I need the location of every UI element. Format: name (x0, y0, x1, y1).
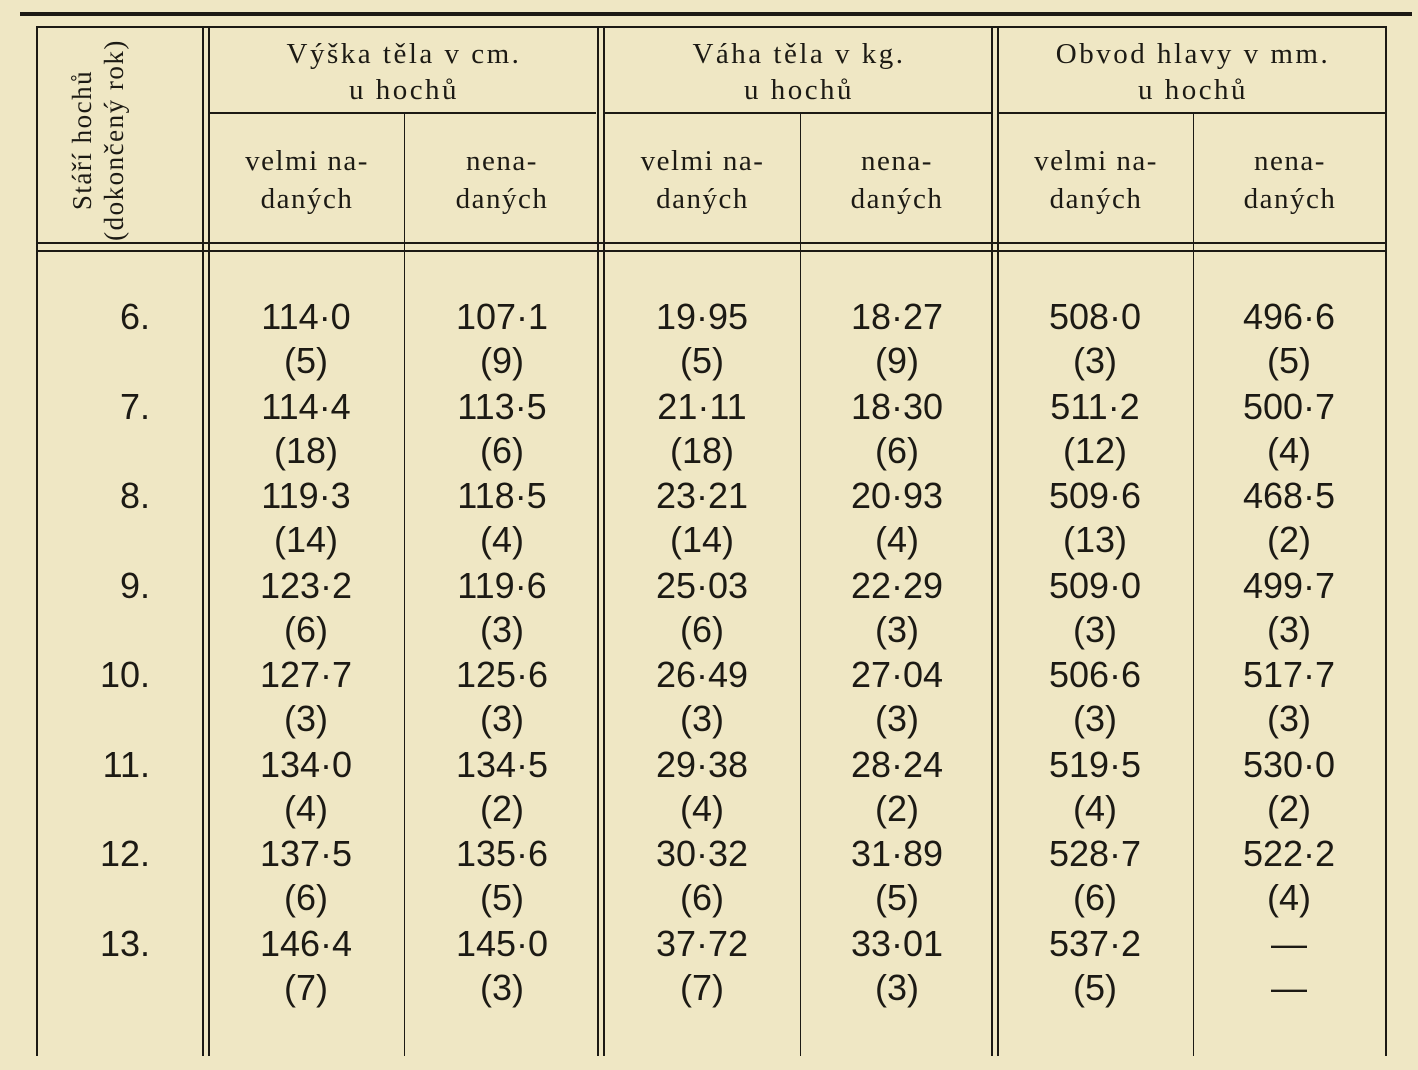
group-header-line1: Obvod hlavy v mm. (1055, 38, 1331, 70)
subheader-line2: daných (455, 183, 549, 215)
value-cell: 114·4 (261, 385, 351, 427)
count-cell: (3) (1073, 608, 1117, 650)
count-cell: (7) (284, 966, 328, 1008)
count-cell: (3) (1267, 608, 1311, 650)
vrule-1a (202, 26, 204, 1056)
subheader-line2: daných (1243, 183, 1337, 215)
value-cell: 33·01 (850, 922, 944, 964)
count-cell: (4) (1267, 429, 1311, 471)
vrule-0a (36, 26, 38, 1056)
count-cell: (2) (875, 787, 919, 829)
count-cell: (4) (1073, 787, 1117, 829)
subheader-gifted-2 (605, 142, 800, 218)
value-cell: 125·6 (455, 654, 549, 695)
group-header-line2: u hochů (348, 74, 460, 106)
value-cell: 519·5 (1048, 743, 1142, 785)
count-cell: (3) (480, 698, 524, 739)
subheader-line1: velmi na- (245, 145, 369, 177)
count-cell: (2) (480, 787, 524, 829)
value-cell: 509·6 (1048, 475, 1142, 516)
subheader-ungifted-1 (405, 142, 599, 218)
age-cell: 12. (99, 833, 150, 874)
count-cell: (2) (1267, 787, 1311, 829)
subheader-gifted-3 (999, 142, 1193, 218)
count-cell: (3) (480, 608, 524, 650)
count-cell: (5) (284, 340, 328, 381)
subrule-1 (404, 114, 405, 1056)
count-cell: (3) (875, 698, 919, 739)
count-cell: (6) (284, 608, 328, 650)
value-cell: 26·49 (655, 654, 749, 695)
value-cell: 27·04 (850, 654, 944, 695)
value-cell: 508·0 (1048, 296, 1142, 337)
value-cell: 107·1 (455, 296, 549, 337)
count-cell: (6) (284, 877, 328, 918)
value-cell: 511·2 (1050, 385, 1140, 427)
group-header-line1: Výška těla v cm. (286, 38, 522, 70)
count-cell: (3) (680, 698, 724, 739)
value-cell: 119·6 (457, 564, 547, 606)
count-cell: (4) (480, 519, 524, 560)
count-cell: (14) (273, 519, 339, 560)
value-cell: 18·30 (850, 385, 944, 427)
subheader-line2: daných (656, 183, 749, 215)
count-cell: (4) (680, 787, 724, 829)
value-cell: 506·6 (1048, 654, 1142, 695)
count-cell: (18) (273, 429, 339, 471)
group-header-line1: Váha těla v kg. (692, 38, 906, 70)
value-cell: 530·0 (1242, 743, 1336, 785)
value-cell: 31·89 (850, 833, 944, 874)
value-cell: 22·29 (850, 564, 944, 606)
header-rule-b (36, 250, 1386, 252)
subheader-ungifted-2 (801, 142, 993, 218)
count-cell: (13) (1062, 519, 1128, 560)
value-cell: 522·2 (1242, 833, 1336, 874)
value-cell: 25·03 (655, 564, 749, 606)
value-cell: 37·72 (655, 922, 749, 964)
group-header-weight (605, 36, 993, 108)
value-cell: 146·4 (259, 922, 353, 964)
value-cell: 509·0 (1048, 564, 1142, 606)
value-cell: 468·5 (1242, 475, 1336, 516)
value-cell: 28·24 (850, 743, 944, 785)
value-cell: 500·7 (1242, 385, 1336, 427)
count-cell: (5) (480, 877, 524, 918)
group-rule-3 (998, 112, 1386, 114)
count-cell: (18) (669, 429, 735, 471)
top-rule-thin (36, 26, 1386, 28)
value-cell: 499·7 (1242, 564, 1336, 606)
age-cell: 9. (119, 564, 150, 606)
group-rule-2 (604, 112, 992, 114)
value-cell: 21·11 (657, 385, 747, 427)
value-cell: 517·7 (1242, 654, 1336, 695)
age-column-header: Stáří hochů (dokončený rok) (67, 39, 129, 241)
value-cell: 119·3 (261, 475, 351, 516)
count-cell: (9) (480, 340, 524, 381)
subheader-line2: daných (260, 183, 354, 215)
age-cell: 13. (99, 922, 150, 964)
count-cell: (3) (1267, 698, 1311, 739)
count-cell: (3) (875, 966, 919, 1008)
value-cell: 113·5 (457, 385, 547, 427)
subrule-2 (800, 114, 801, 1056)
count-cell: (12) (1062, 429, 1128, 471)
count-cell: (3) (480, 966, 524, 1008)
group-header-head (999, 36, 1387, 108)
value-cell: 528·7 (1048, 833, 1142, 874)
value-cell: 496·6 (1242, 296, 1336, 337)
value-cell: 134·0 (259, 743, 353, 785)
value-cell: 135·6 (455, 833, 549, 874)
age-cell: 6. (119, 296, 150, 337)
count-cell: (6) (680, 877, 724, 918)
subheader-line1: velmi na- (640, 145, 765, 177)
value-cell: — (1271, 922, 1307, 964)
subheader-line1: nena- (466, 145, 538, 177)
count-cell: (5) (1267, 340, 1311, 381)
value-cell: 123·2 (259, 564, 353, 606)
age-cell: 7. (119, 385, 150, 427)
count-cell: (6) (680, 608, 724, 650)
group-header-line2: u hochů (743, 74, 855, 106)
age-cell: 11. (102, 743, 150, 785)
count-cell: (5) (875, 877, 919, 918)
age-cell: 10. (99, 654, 150, 695)
top-rule (20, 12, 1412, 16)
value-cell: 29·38 (655, 743, 749, 785)
subheader-line2: daných (1049, 183, 1143, 215)
count-cell: (3) (1073, 698, 1117, 739)
value-cell: 127·7 (259, 654, 353, 695)
count-cell: (6) (480, 429, 524, 471)
subheader-line1: nena- (861, 145, 933, 177)
value-cell: 537·2 (1048, 922, 1142, 964)
count-cell: (4) (284, 787, 328, 829)
count-cell: (3) (284, 698, 328, 739)
value-cell: 19·95 (655, 296, 749, 337)
age-cell: 8. (119, 475, 150, 516)
count-cell: (5) (680, 340, 724, 381)
value-cell: 137·5 (259, 833, 353, 874)
value-cell: 30·32 (655, 833, 749, 874)
value-cell: 114·0 (261, 296, 351, 337)
count-cell: (4) (875, 519, 919, 560)
count-cell: (6) (875, 429, 919, 471)
count-cell: (4) (1267, 877, 1311, 918)
count-cell: (7) (680, 966, 724, 1008)
value-cell: 18·27 (850, 296, 944, 337)
count-cell: — (1271, 966, 1307, 1008)
group-rule-1 (208, 112, 596, 114)
count-cell: (6) (1073, 877, 1117, 918)
group-header-line2: u hochů (1137, 74, 1249, 106)
count-cell: (14) (669, 519, 735, 560)
value-cell: 23·21 (655, 475, 749, 516)
subheader-line1: velmi na- (1034, 145, 1158, 177)
value-cell: 134·5 (455, 743, 549, 785)
subheader-gifted-1 (210, 142, 404, 218)
subheader-line2: daných (850, 183, 944, 215)
header-rule-a (36, 242, 1386, 244)
count-cell: (3) (875, 608, 919, 650)
count-cell: (5) (1073, 966, 1117, 1008)
group-header-height (210, 36, 598, 108)
value-cell: 20·93 (850, 475, 944, 516)
count-cell: (9) (875, 340, 919, 381)
count-cell: (2) (1267, 519, 1311, 560)
subheader-ungifted-3 (1194, 142, 1386, 218)
value-cell: 145·0 (455, 922, 549, 964)
subheader-line1: nena- (1254, 145, 1326, 177)
count-cell: (3) (1073, 340, 1117, 381)
value-cell: 118·5 (457, 475, 547, 516)
